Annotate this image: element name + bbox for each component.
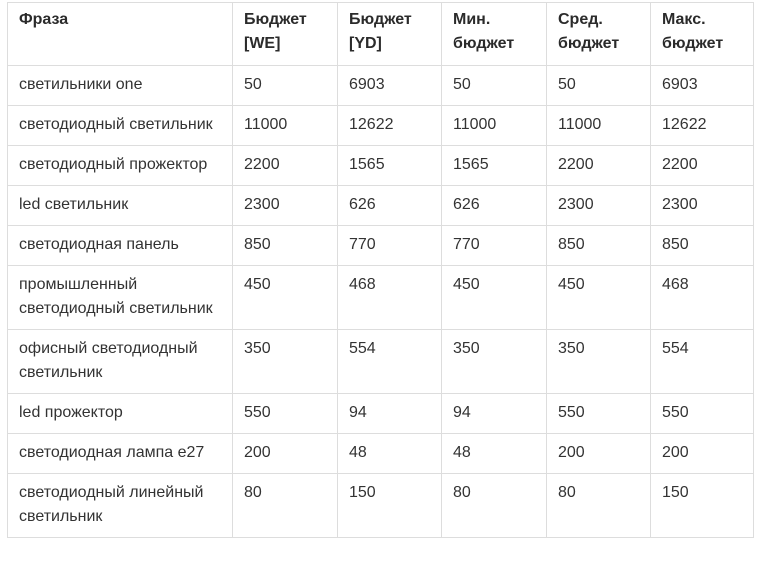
table-row	[8, 186, 754, 226]
cell-budget-yd: 94	[338, 394, 442, 434]
cell-max-budget: 200	[651, 434, 754, 474]
table-row	[8, 266, 754, 330]
cell-budget-yd: 6903	[338, 66, 442, 106]
cell-phrase: led светильник	[8, 186, 233, 226]
cell-budget-we: 50	[233, 66, 338, 106]
budget-table	[7, 2, 754, 538]
cell-budget-we: 350	[233, 330, 338, 394]
cell-budget-yd: 48	[338, 434, 442, 474]
cell-avg-budget: 450	[547, 266, 651, 330]
cell-phrase: светодиодный светильник	[8, 106, 233, 146]
cell-budget-yd: 1565	[338, 146, 442, 186]
cell-budget-we: 2200	[233, 146, 338, 186]
cell-phrase: светодиодная лампа е27	[8, 434, 233, 474]
cell-budget-yd: 554	[338, 330, 442, 394]
cell-budget-we: 850	[233, 226, 338, 266]
cell-max-budget: 2300	[651, 186, 754, 226]
cell-avg-budget: 550	[547, 394, 651, 434]
cell-budget-yd: 468	[338, 266, 442, 330]
table-header-row	[8, 3, 754, 66]
cell-min-budget: 48	[442, 434, 547, 474]
header-budget-yd: Бюджет [YD]	[338, 3, 442, 66]
cell-budget-yd: 626	[338, 186, 442, 226]
header-min-budget: Мин. бюджет	[442, 3, 547, 66]
cell-min-budget: 94	[442, 394, 547, 434]
cell-phrase: светодиодный линейный светильник	[8, 474, 233, 538]
cell-max-budget: 850	[651, 226, 754, 266]
cell-max-budget: 468	[651, 266, 754, 330]
cell-budget-we: 450	[233, 266, 338, 330]
cell-min-budget: 1565	[442, 146, 547, 186]
table-row	[8, 106, 754, 146]
cell-max-budget: 6903	[651, 66, 754, 106]
cell-max-budget: 550	[651, 394, 754, 434]
table-row	[8, 474, 754, 538]
cell-max-budget: 12622	[651, 106, 754, 146]
table-row	[8, 66, 754, 106]
header-budget-we: Бюджет [WE]	[233, 3, 338, 66]
cell-budget-we: 11000	[233, 106, 338, 146]
cell-budget-yd: 12622	[338, 106, 442, 146]
cell-min-budget: 626	[442, 186, 547, 226]
cell-phrase: светильники one	[8, 66, 233, 106]
cell-avg-budget: 2200	[547, 146, 651, 186]
table-row	[8, 226, 754, 266]
cell-budget-yd: 150	[338, 474, 442, 538]
cell-budget-we: 2300	[233, 186, 338, 226]
cell-phrase: светодиодный прожектор	[8, 146, 233, 186]
cell-phrase: промышленный светодиодный светильник	[8, 266, 233, 330]
cell-min-budget: 450	[442, 266, 547, 330]
cell-min-budget: 80	[442, 474, 547, 538]
cell-phrase: офисный светодиодный светильник	[8, 330, 233, 394]
cell-min-budget: 50	[442, 66, 547, 106]
table-row	[8, 146, 754, 186]
cell-phrase: светодиодная панель	[8, 226, 233, 266]
table-row	[8, 330, 754, 394]
cell-budget-we: 200	[233, 434, 338, 474]
cell-min-budget: 350	[442, 330, 547, 394]
table-row	[8, 434, 754, 474]
cell-avg-budget: 350	[547, 330, 651, 394]
header-avg-budget: Сред. бюджет	[547, 3, 651, 66]
cell-avg-budget: 11000	[547, 106, 651, 146]
cell-budget-yd: 770	[338, 226, 442, 266]
header-max-budget: Макс. бюджет	[651, 3, 754, 66]
table-row	[8, 394, 754, 434]
cell-avg-budget: 50	[547, 66, 651, 106]
cell-max-budget: 150	[651, 474, 754, 538]
cell-avg-budget: 2300	[547, 186, 651, 226]
cell-max-budget: 2200	[651, 146, 754, 186]
cell-avg-budget: 80	[547, 474, 651, 538]
cell-min-budget: 11000	[442, 106, 547, 146]
cell-avg-budget: 200	[547, 434, 651, 474]
cell-budget-we: 80	[233, 474, 338, 538]
header-phrase: Фраза	[8, 3, 233, 66]
cell-budget-we: 550	[233, 394, 338, 434]
cell-max-budget: 554	[651, 330, 754, 394]
cell-phrase: led прожектор	[8, 394, 233, 434]
cell-min-budget: 770	[442, 226, 547, 266]
cell-avg-budget: 850	[547, 226, 651, 266]
